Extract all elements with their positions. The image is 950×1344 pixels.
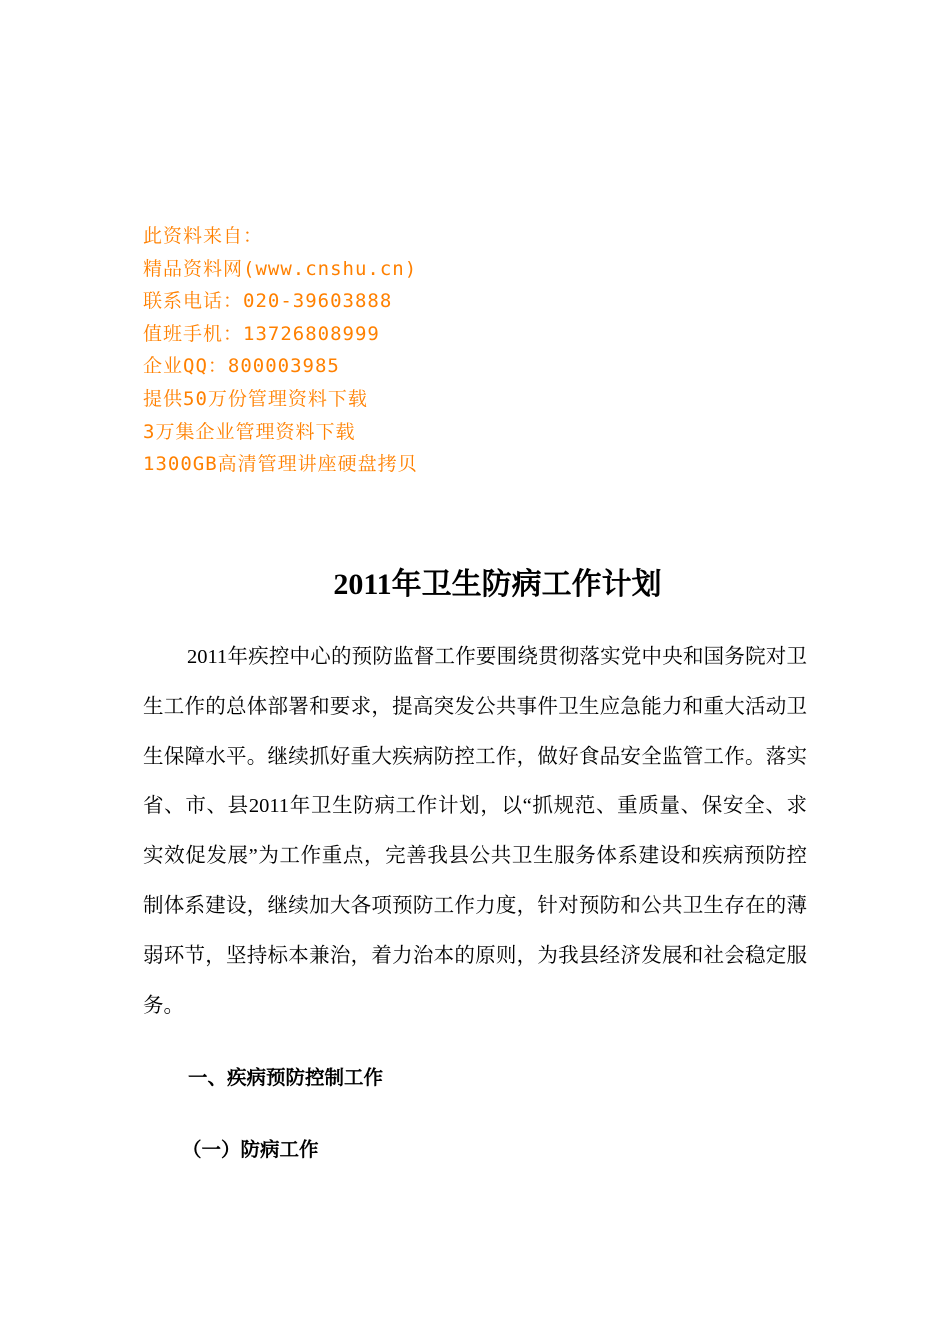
section-heading: 一、疾病预防控制工作 xyxy=(188,1066,384,1089)
source-video-line: 3万集企业管理资料下载 xyxy=(143,420,356,443)
source-website-line: 精品资料网(www.cnshu.cn) xyxy=(143,257,418,280)
intro-paragraph: 2011年疾控中心的预防监督工作要围绕贯彻落实党中央和国务院对卫生工作的总体部署和要求，提高突发公共事件卫生应急能力和重大活动卫生保障水平。继续抓好重大疾病防控工作，做好食品安全监管工作。落实省、市、县2011年卫生防病工作计划，以“抓规范、重质量、保安全、求实效促发展”为工作重点，完善我县公共卫生服务体系建设和疾病预防控制体系建设，继续加大各项预防工作力度，针对预防和公共卫生存在的薄弱环节，坚持标本兼治，着力治本的原则，为我县经济发展和社会稳定服务。 xyxy=(143,646,807,1017)
subsection-heading: （一）防病工作 xyxy=(182,1138,319,1161)
source-hd-line: 1300GB高清管理讲座硬盘拷贝 xyxy=(143,453,418,476)
source-info-block xyxy=(143,220,543,481)
source-mobile-line: 值班手机：13726808999 xyxy=(143,322,380,345)
source-phone-line: 联系电话：020-39603888 xyxy=(143,290,393,313)
source-offer-line: 提供50万份管理资料下载 xyxy=(143,387,368,410)
source-from-line: 此资料来自： xyxy=(143,225,264,247)
source-qq-line: 企业QQ：800003985 xyxy=(143,355,340,378)
document-title: 2011年卫生防病工作计划 xyxy=(333,568,662,601)
